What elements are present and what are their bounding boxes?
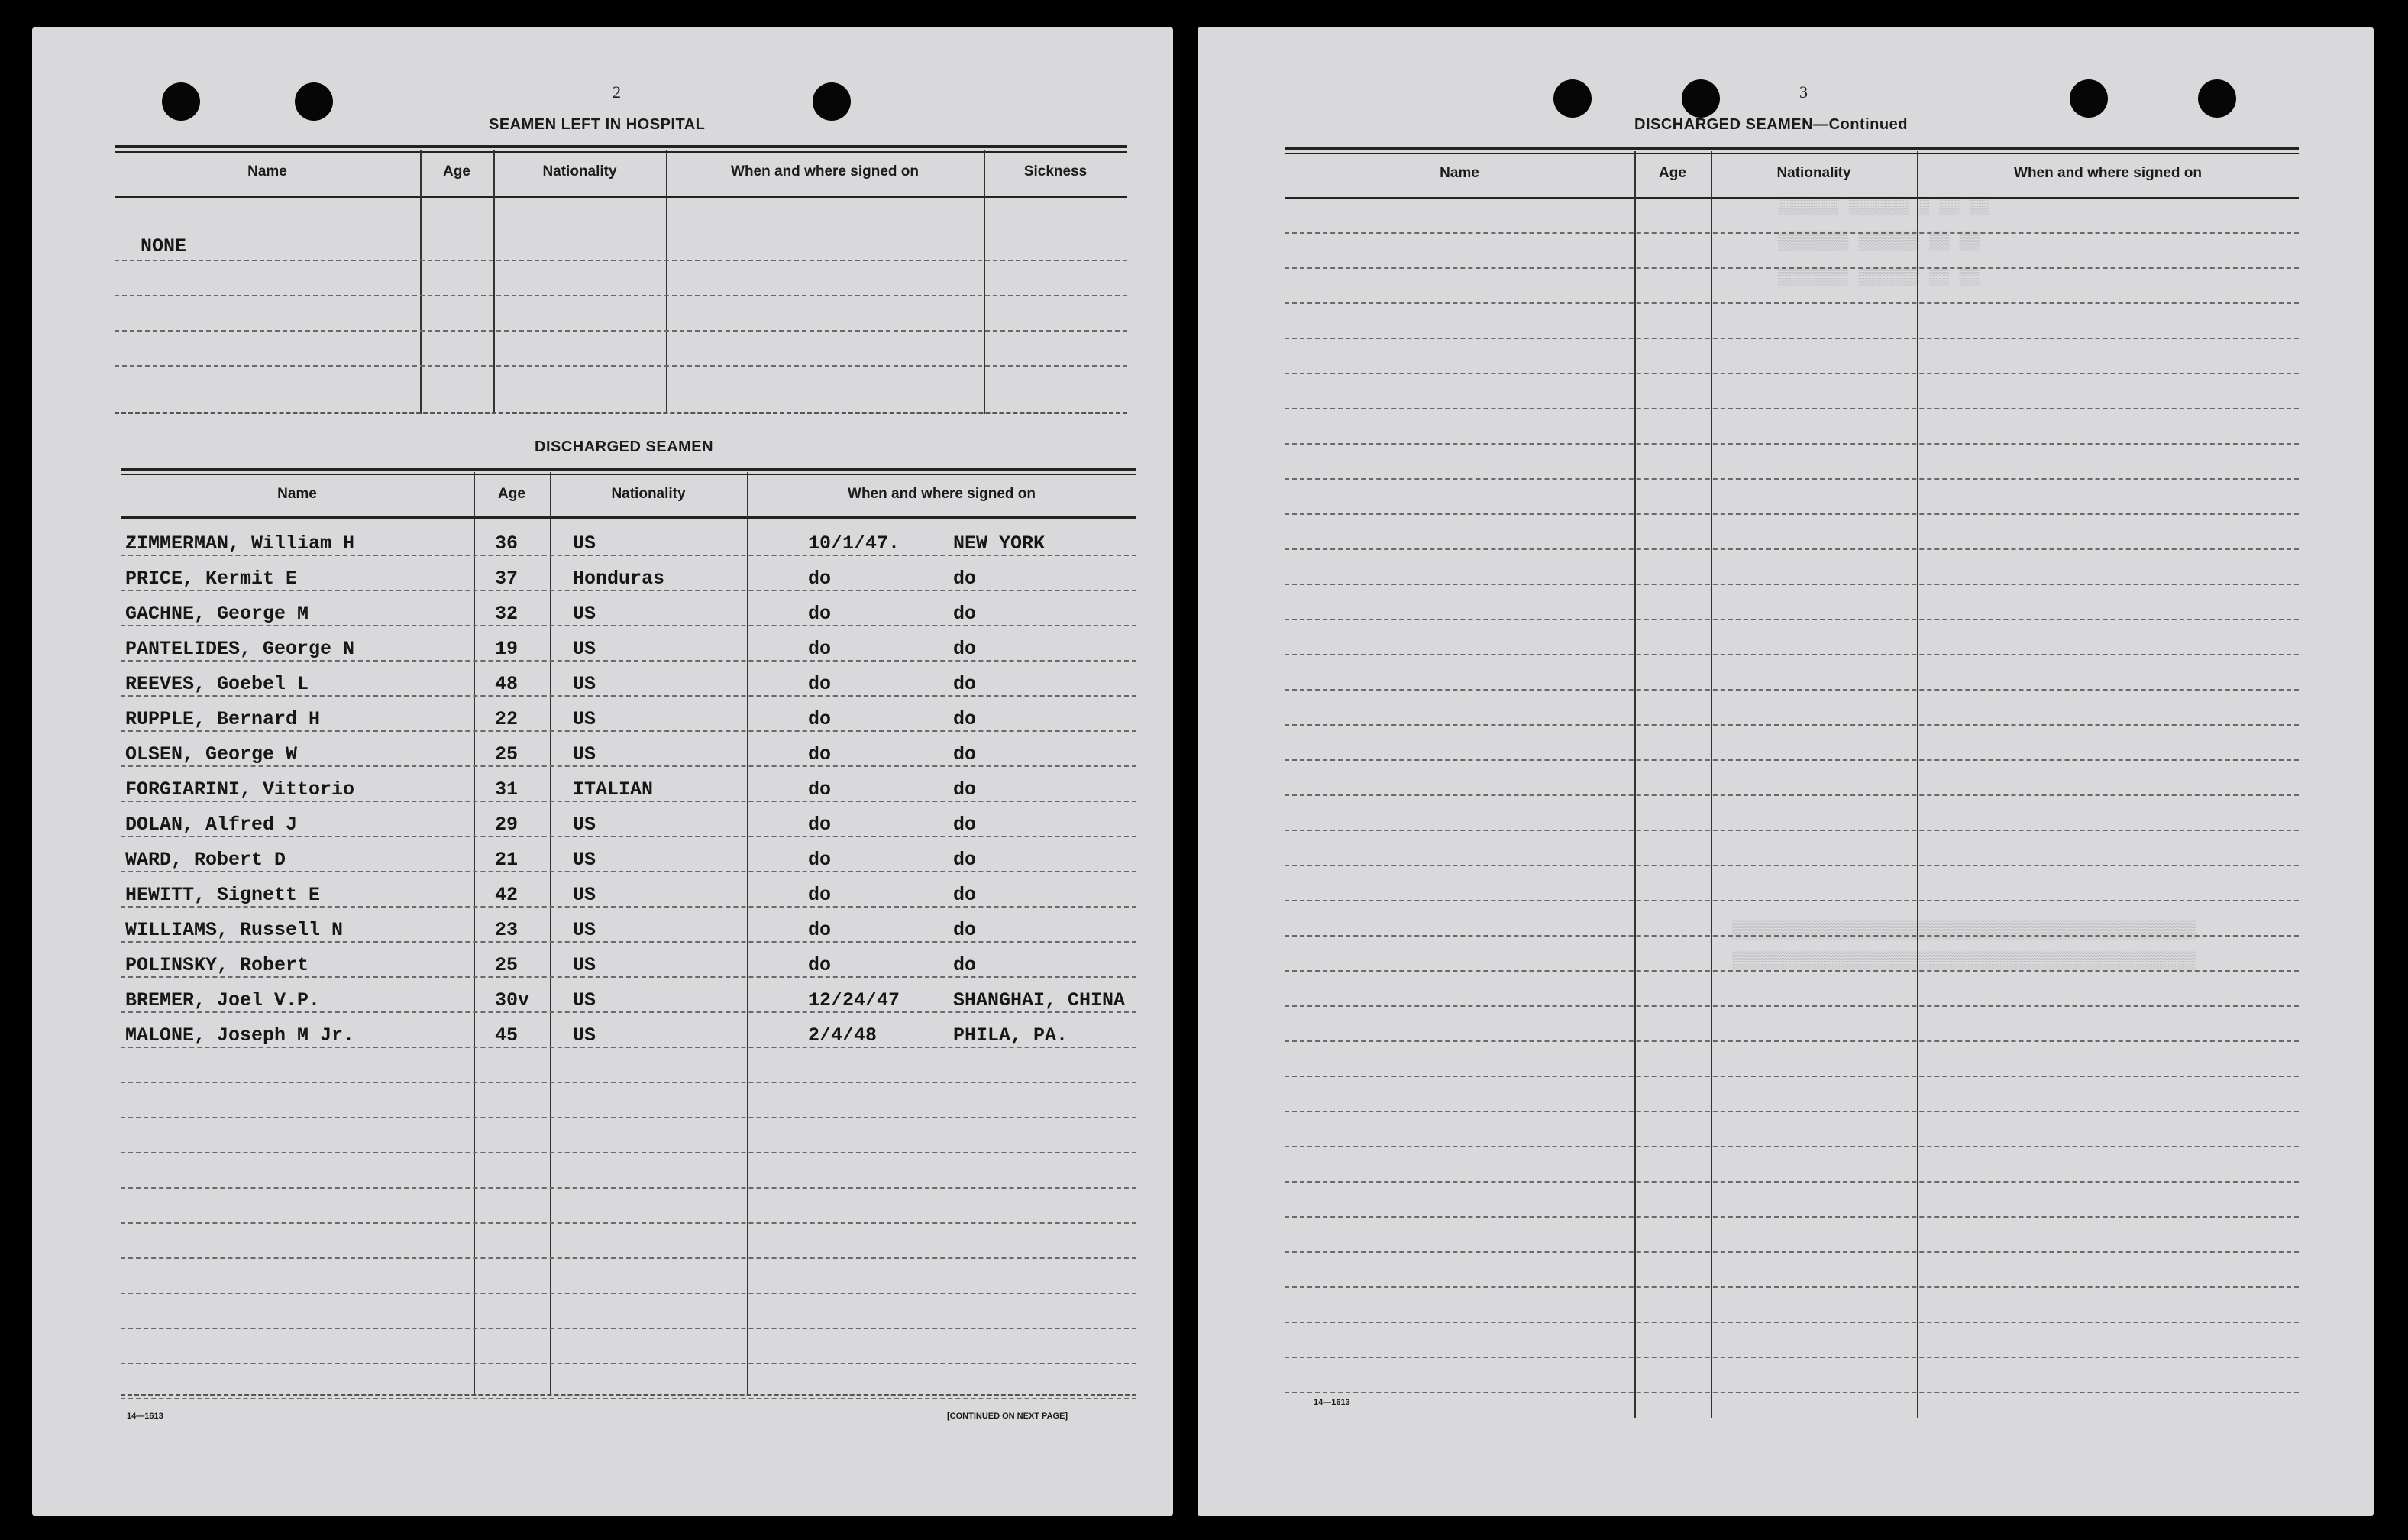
ruled-line xyxy=(1285,408,2299,409)
ruled-line xyxy=(1285,513,2299,515)
seaman-name: REEVES, Goebel L xyxy=(125,673,309,695)
reverse-side-bleed-through: ▒▒▒▒▒▒▒▒▒▒▒▒▒▒▒▒▒▒▒▒▒▒▒▒▒▒▒▒▒▒▒▒▒▒▒▒▒▒▒▒▒▒▒▒▒▒ xyxy=(1732,952,2196,971)
seaman-name: POLINSKY, Robert xyxy=(125,954,309,976)
ruled-line xyxy=(1285,865,2299,866)
signed-on-date: do xyxy=(808,954,832,976)
col-name: Name xyxy=(247,163,287,180)
signed-on-place: do xyxy=(953,603,977,625)
ruled-line xyxy=(121,1117,1136,1118)
ruled-line xyxy=(121,555,1136,556)
ruled-line xyxy=(1285,1040,2299,1042)
seaman-nationality: Honduras xyxy=(573,568,665,590)
seaman-nationality: US xyxy=(573,1024,596,1047)
col-nationality: Nationality xyxy=(1776,165,1851,181)
seaman-name: WILLIAMS, Russell N xyxy=(125,919,344,941)
col-signed-on: When and where signed on xyxy=(848,486,1036,502)
reverse-side-bleed-through: ▒▒▒▒▒▒ ▒▒▒▒▒▒ ▒ ▒▒ ▒▒ xyxy=(1778,197,1990,216)
left-page xyxy=(32,28,1173,1516)
seaman-age: 42 xyxy=(495,884,519,906)
col-signed-on: When and where signed on xyxy=(2014,165,2202,181)
table-row xyxy=(121,591,1136,626)
signed-on-date: do xyxy=(808,884,832,906)
hospital-entry: NONE xyxy=(141,235,187,257)
col-age: Age xyxy=(1659,165,1686,181)
signed-on-date: do xyxy=(808,849,832,871)
ruled-line xyxy=(121,625,1136,626)
ruled-line xyxy=(121,695,1136,697)
signed-on-date: do xyxy=(808,919,832,941)
signed-on-date: do xyxy=(808,778,832,801)
hospital-table xyxy=(115,145,1127,414)
seaman-nationality: US xyxy=(573,884,596,906)
ruled-line xyxy=(1285,830,2299,831)
ruled-line xyxy=(1285,1076,2299,1077)
seaman-age: 25 xyxy=(495,954,519,976)
table-row xyxy=(121,521,1136,556)
signed-on-date: 2/4/48 xyxy=(808,1024,878,1047)
seaman-nationality: US xyxy=(573,989,596,1011)
seaman-nationality: US xyxy=(573,708,596,730)
ruled-line xyxy=(121,871,1136,872)
reverse-side-bleed-through: ▒▒▒▒▒▒▒▒▒▒▒▒▒▒▒▒▒▒▒▒▒▒▒▒▒▒▒▒▒▒▒▒▒▒▒▒▒▒▒▒▒▒▒▒▒▒ xyxy=(1732,921,2196,940)
ruled-line xyxy=(1285,1392,2299,1393)
seaman-age: 29 xyxy=(495,814,519,836)
ruled-line xyxy=(1285,1146,2299,1147)
ruled-line xyxy=(1285,302,2299,304)
ruled-line xyxy=(121,976,1136,978)
seaman-nationality: US xyxy=(573,743,596,765)
ruled-line xyxy=(1285,689,2299,691)
ruled-line xyxy=(1285,970,2299,972)
ruled-line xyxy=(121,730,1136,732)
ruled-line xyxy=(1285,548,2299,550)
ruled-line xyxy=(1285,619,2299,620)
seaman-name: GACHNE, George M xyxy=(125,603,309,625)
ruled-line xyxy=(121,1257,1136,1259)
seaman-age: 25 xyxy=(495,743,519,765)
ruled-line xyxy=(121,1222,1136,1224)
signed-on-place: do xyxy=(953,814,977,836)
seaman-nationality: US xyxy=(573,919,596,941)
table-row xyxy=(121,837,1136,872)
seaman-age: 32 xyxy=(495,603,519,625)
col-nationality: Nationality xyxy=(611,486,686,502)
seaman-age: 22 xyxy=(495,708,519,730)
continued-note: [CONTINUED ON NEXT PAGE] xyxy=(947,1412,1068,1421)
seaman-age: 19 xyxy=(495,638,519,660)
ruled-line xyxy=(1285,900,2299,901)
ruled-line xyxy=(121,590,1136,591)
seaman-name: RUPPLE, Bernard H xyxy=(125,708,321,730)
ruled-line xyxy=(121,1363,1136,1364)
punch-hole xyxy=(295,82,333,121)
seaman-age: 31 xyxy=(495,778,519,801)
seaman-age: 36 xyxy=(495,532,519,555)
seaman-name: DOLAN, Alfred J xyxy=(125,814,298,836)
title-continued: —Continued xyxy=(1813,116,1908,133)
discharged-title: DISCHARGED SEAMEN xyxy=(535,438,714,455)
seaman-name: MALONE, Joseph M Jr. xyxy=(125,1024,355,1047)
signed-on-place: do xyxy=(953,568,977,590)
table-row xyxy=(121,626,1136,662)
table-row xyxy=(121,943,1136,978)
seaman-age: 48 xyxy=(495,673,519,695)
signed-on-date: do xyxy=(808,814,832,836)
ruled-line xyxy=(121,1047,1136,1048)
signed-on-date: do xyxy=(808,568,832,590)
discharged-table xyxy=(121,467,1136,1396)
table-row xyxy=(121,556,1136,591)
signed-on-date: do xyxy=(808,638,832,660)
seaman-nationality: ITALIAN xyxy=(573,778,654,801)
ruled-line xyxy=(1285,1181,2299,1182)
signed-on-place: do xyxy=(953,778,977,801)
punch-hole xyxy=(162,82,200,121)
col-sickness: Sickness xyxy=(1023,163,1088,180)
seaman-name: PANTELIDES, George N xyxy=(125,638,355,660)
col-signed-on: When and where signed on xyxy=(731,163,919,180)
signed-on-place: SHANGHAI, CHINA xyxy=(953,989,1126,1011)
signed-on-place: PHILA, PA. xyxy=(953,1024,1068,1047)
signed-on-place: do xyxy=(953,743,977,765)
ruled-line xyxy=(1285,373,2299,374)
ruled-line xyxy=(121,941,1136,943)
ruled-line xyxy=(121,1398,1136,1399)
seaman-age: 37 xyxy=(495,568,519,590)
page-number: 2 xyxy=(613,82,621,102)
punch-hole xyxy=(2070,79,2108,118)
ruled-line xyxy=(1285,443,2299,445)
ruled-line xyxy=(1285,478,2299,480)
hospital-title: SEAMEN LEFT IN HOSPITAL xyxy=(489,116,706,133)
ruled-line xyxy=(121,836,1136,837)
ruled-line xyxy=(1285,1357,2299,1358)
ruled-line xyxy=(1285,724,2299,726)
seaman-name: FORGIARINI, Vittorio xyxy=(125,778,355,801)
col-age: Age xyxy=(443,163,470,180)
seaman-age: 23 xyxy=(495,919,519,941)
ruled-line xyxy=(121,1152,1136,1153)
seaman-name: HEWITT, Signett E xyxy=(125,884,321,906)
ruled-line xyxy=(1285,267,2299,269)
seaman-age: 45 xyxy=(495,1024,519,1047)
ruled-line xyxy=(1285,1005,2299,1007)
signed-on-place: NEW YORK xyxy=(953,532,1046,555)
right-page xyxy=(1198,28,2374,1516)
ruled-line xyxy=(121,1328,1136,1329)
seaman-age: 21 xyxy=(495,849,519,871)
ruled-line xyxy=(1285,1111,2299,1112)
ruled-line xyxy=(1285,1216,2299,1218)
punch-hole xyxy=(1682,79,1720,118)
ruled-line xyxy=(121,1011,1136,1013)
ruled-line xyxy=(1285,935,2299,937)
seaman-name: PRICE, Kermit E xyxy=(125,568,298,590)
title-main: DISCHARGED SEAMEN xyxy=(1634,116,1814,133)
reverse-side-bleed-through: ▒▒▒▒▒▒▒ ▒▒▒▒▒▒ ▒▒ ▒▒ xyxy=(1778,267,1980,286)
signed-on-date: do xyxy=(808,743,832,765)
punch-hole xyxy=(2198,79,2236,118)
seaman-name: BREMER, Joel V.P. xyxy=(125,989,321,1011)
signed-on-place: do xyxy=(953,884,977,906)
seaman-name: WARD, Robert D xyxy=(125,849,286,871)
seaman-name: ZIMMERMAN, William H xyxy=(125,532,355,555)
col-nationality: Nationality xyxy=(542,163,617,180)
seaman-nationality: US xyxy=(573,532,596,555)
ruled-line xyxy=(1285,1251,2299,1253)
col-name: Name xyxy=(277,486,317,502)
ruled-line xyxy=(121,1292,1136,1294)
signed-on-place: do xyxy=(953,638,977,660)
page-number: 3 xyxy=(1799,82,1808,102)
table-row xyxy=(121,767,1136,802)
punch-hole xyxy=(813,82,851,121)
ruled-line xyxy=(121,801,1136,802)
signed-on-place: do xyxy=(953,708,977,730)
ruled-line xyxy=(1285,654,2299,655)
signed-on-place: do xyxy=(953,849,977,871)
table-row xyxy=(121,907,1136,943)
signed-on-date: do xyxy=(808,673,832,695)
ruled-line xyxy=(121,1082,1136,1083)
ruled-line xyxy=(121,765,1136,767)
table-row xyxy=(121,1013,1136,1048)
signed-on-place: do xyxy=(953,919,977,941)
ruled-line xyxy=(1285,759,2299,761)
col-age: Age xyxy=(498,486,525,502)
table-row xyxy=(121,697,1136,732)
reverse-side-bleed-through: ▒▒▒▒▒▒▒ ▒▒▒▒▒▒ ▒▒ ▒▒ xyxy=(1778,232,1980,251)
table-row xyxy=(121,978,1136,1013)
signed-on-date: 10/1/47. xyxy=(808,532,900,555)
table-row xyxy=(121,872,1136,907)
ruled-line xyxy=(121,906,1136,907)
seaman-nationality: US xyxy=(573,603,596,625)
discharged-continued-title xyxy=(1634,116,1908,134)
signed-on-date: do xyxy=(808,708,832,730)
seaman-nationality: US xyxy=(573,673,596,695)
seaman-nationality: US xyxy=(573,849,596,871)
signed-on-date: do xyxy=(808,603,832,625)
seaman-age: 30v xyxy=(495,989,530,1011)
seaman-nationality: US xyxy=(573,638,596,660)
ruled-line xyxy=(121,1187,1136,1189)
table-row xyxy=(121,802,1136,837)
discharged-continued-table xyxy=(1285,147,2299,1418)
ruled-line xyxy=(1285,794,2299,796)
form-number: 14—1613 xyxy=(1314,1398,1350,1407)
seaman-nationality: US xyxy=(573,814,596,836)
seaman-name: OLSEN, George W xyxy=(125,743,298,765)
form-number: 14—1613 xyxy=(127,1412,163,1421)
signed-on-date: 12/24/47 xyxy=(808,989,900,1011)
signed-on-place: do xyxy=(953,673,977,695)
table-row xyxy=(121,732,1136,767)
table-row xyxy=(121,662,1136,697)
ruled-line xyxy=(1285,338,2299,339)
punch-hole xyxy=(1553,79,1592,118)
ruled-line xyxy=(121,660,1136,662)
ruled-line xyxy=(1285,1322,2299,1323)
ruled-line xyxy=(1285,584,2299,585)
signed-on-place: do xyxy=(953,954,977,976)
seaman-nationality: US xyxy=(573,954,596,976)
ruled-line xyxy=(1285,232,2299,234)
col-name: Name xyxy=(1440,165,1479,181)
ruled-line xyxy=(1285,1286,2299,1288)
